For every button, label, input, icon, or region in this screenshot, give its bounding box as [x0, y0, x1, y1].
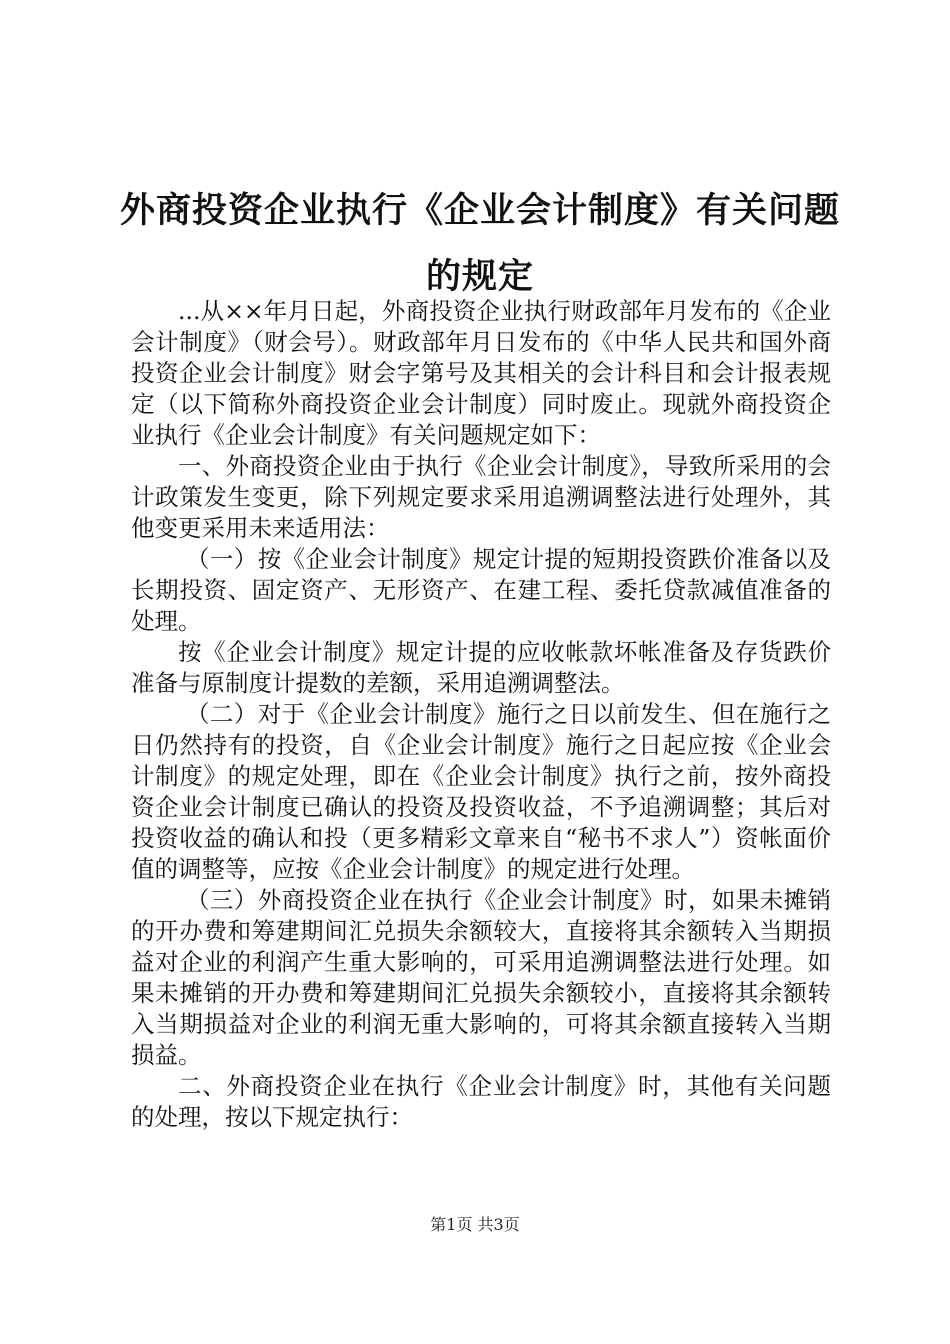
document-body — [131, 296, 831, 1133]
paragraph-item-1: （一）按《企业会计制度》规定计提的短期投资跌价准备以及长期投资、固定资产、无形资产、在建工程、委托贷款减值准备的处理。 — [131, 545, 831, 635]
document-title: 外商投资企业执行《企业会计制度》有关问题的规定 — [119, 190, 840, 297]
paragraph-section-1: 一、外商投资企业由于执行《企业会计制度》，导致所采用的会计政策发生变更，除下列规定要求采用追溯调整法进行处理外，其他变更采用未来适用法： — [131, 452, 831, 542]
paragraph-intro: ...从××年月日起，外商投资企业执行财政部年月发布的《企业会计制度》（财会号）。财政部年月日发布的《中华人民共和国外商投资企业会计制度》财会字第号及其相关的会计科目和会计报表规定（以下简称外商投资企业会计制度）同时废止。现就外商投资企业执行《企业会计制度》有关问题规定如下： — [131, 297, 831, 449]
paragraph-item-3: （三）外商投资企业在执行《企业会计制度》时，如果未摊销的开办费和筹建期间汇兑损失余额较大，直接将其余额转入当期损益对企业的利润产生重大影响的，可采用追溯调整法进行处理。如果未摊销的开办费和筹建期间汇兑损失余额较小，直接将其余额转入当期损益对企业的利润无重大影响的，可将其余额直接转入当期损益。 — [131, 886, 831, 1069]
paragraph-item-1-note: 按《企业会计制度》规定计提的应收帐款坏帐准备及存货跌价准备与原制度计提数的差额，采用追溯调整法。 — [131, 638, 831, 697]
page-number: 第1页 共3页 — [430, 1215, 520, 1234]
paragraph-item-2: （二）对于《企业会计制度》施行之日以前发生、但在施行之日仍然持有的投资，自《企业会计制度》施行之日起应按《企业会计制度》的规定处理，即在《企业会计制度》执行之前，按外商投资企业会计制度已确认的投资及投资收益，不予追溯调整；其后对投资收益的确认和投（更多精彩文章来自“秘书不求人”）资帐面价值的调整等，应按《企业会计制度》的规定进行处理。 — [131, 700, 831, 883]
paragraph-section-2: 二、外商投资企业在执行《企业会计制度》时，其他有关问题的处理，按以下规定执行： — [131, 1072, 831, 1131]
